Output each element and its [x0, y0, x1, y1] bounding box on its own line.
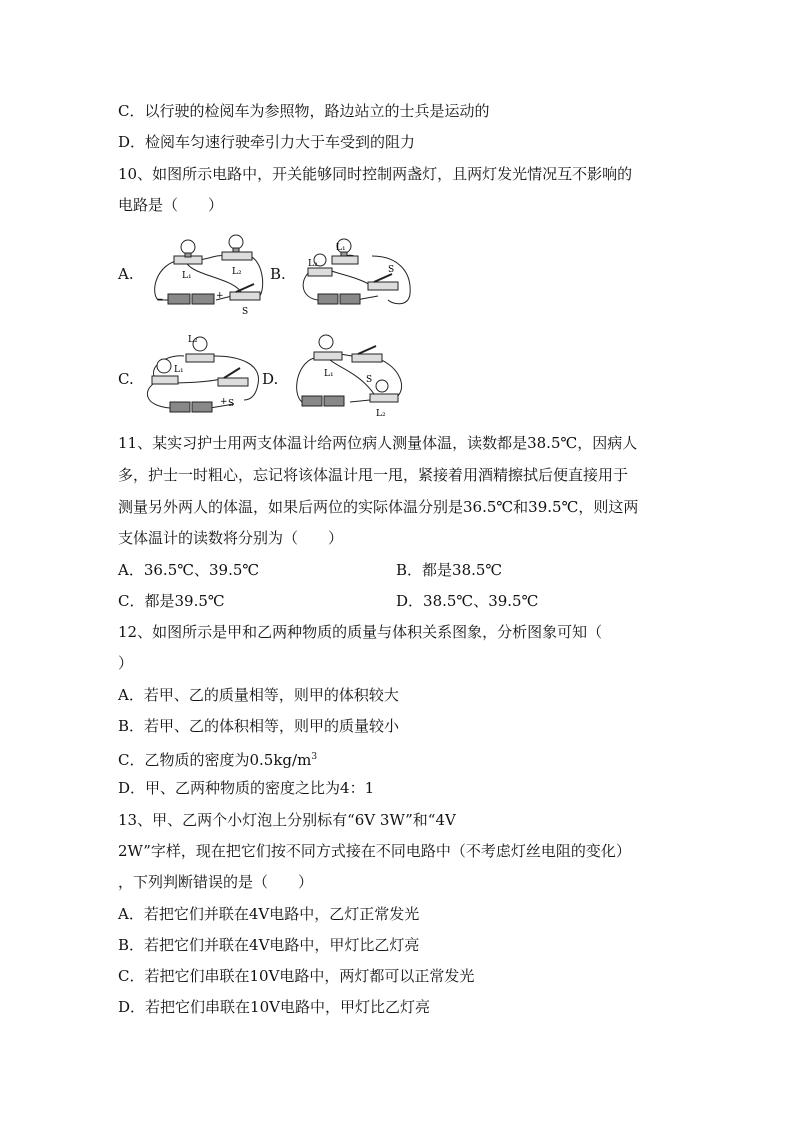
q11-option-b: B．都是38.5℃	[396, 561, 503, 579]
label-s: S	[366, 375, 373, 385]
q13-stem-line3: ，下列判断错误的是（ ）	[118, 873, 314, 891]
q13-stem-line1: 13、甲、乙两个小灯泡上分别标有“6V 3W”和“4V	[118, 811, 456, 829]
q11-stem-line2: 多，护士一时粗心，忘记将该体温计甩一甩，紧接着用酒精擦拭后便直接用于	[118, 466, 629, 484]
q12-option-c-text: C．乙物质的密度为0.5kg/m	[118, 751, 312, 769]
q10-option-c-label: C.	[118, 370, 134, 388]
label-l2: L₂	[308, 259, 318, 269]
q11-option-c: C．都是39.5℃	[118, 592, 225, 610]
label-minus: −	[156, 295, 164, 305]
q11-option-d: D．38.5℃、39.5℃	[396, 592, 539, 610]
label-s: S	[388, 265, 395, 275]
label-l1: L₁	[336, 243, 346, 253]
q10-option-b-label: B.	[270, 265, 286, 283]
q10-option-a-label: A.	[118, 265, 134, 283]
q13-option-a: A．若把它们并联在4V电路中，乙灯正常发光	[118, 905, 420, 923]
q10-circuit-c	[140, 334, 264, 416]
q12-option-c-sup: 3	[311, 752, 318, 762]
q12-option-c	[118, 747, 317, 770]
q11-stem-line4: 支体温计的读数将分别为（ ）	[118, 529, 344, 547]
q10-circuit-a	[146, 232, 270, 322]
label-l1: L₁	[324, 369, 334, 379]
label-s: S	[228, 399, 235, 409]
q9-option-c: C．以行驶的检阅车为参照物，路边站立的士兵是运动的	[118, 102, 490, 120]
q12-option-a: A．若甲、乙的质量相等，则甲的体积较大	[118, 686, 399, 704]
label-plus: +	[220, 397, 228, 407]
q12-option-d: D．甲、乙两种物质的密度之比为4：1	[118, 779, 375, 797]
q11-stem-line3: 测量另外两人的体温，如果后两位的实际体温分别是36.5℃和39.5℃，则这两	[118, 498, 639, 516]
q11-option-a: A．36.5℃、39.5℃	[118, 561, 260, 579]
q12-option-b: B．若甲、乙的体积相等，则甲的质量较小	[118, 717, 400, 735]
q13-option-c: C．若把它们串联在10V电路中，两灯都可以正常发光	[118, 967, 475, 985]
q9-option-d: D．检阅车匀速行驶牵引力大于车受到的阻力	[118, 133, 416, 151]
q11-stem-line1: 11、某实习护士用两支体温计给两位病人测量体温，读数都是38.5℃，因病人	[118, 434, 638, 452]
q10-stem-line2: 电路是（ ）	[118, 196, 224, 214]
label-plus: +	[216, 291, 224, 301]
q13-stem-line2: 2W”字样，现在把它们按不同方式接在不同电路中（不考虑灯丝电阻的变化）	[118, 842, 631, 860]
q10-circuit-b	[296, 234, 416, 318]
q13-option-b: B．若把它们并联在4V电路中，甲灯比乙灯亮	[118, 936, 420, 954]
q12-stem-line1: 12、如图所示是甲和乙两种物质的质量与体积关系图象，分析图象可知（	[118, 623, 603, 641]
q12-stem-line2: ）	[118, 654, 134, 672]
label-l1: L₁	[174, 365, 184, 375]
q13-option-d: D．若把它们串联在10V电路中，甲灯比乙灯亮	[118, 998, 430, 1016]
q10-circuit-d	[290, 334, 414, 420]
q10-option-d-label: D.	[262, 370, 279, 388]
label-l2: L₂	[376, 409, 386, 419]
label-l1: L₁	[182, 271, 192, 281]
label-l2: L₂	[188, 335, 198, 345]
label-l2: L₂	[232, 267, 242, 277]
label-s: S	[242, 307, 249, 317]
q10-stem-line1: 10、如图所示电路中，开关能够同时控制两盏灯，且两灯发光情况互不影响的	[118, 165, 633, 183]
